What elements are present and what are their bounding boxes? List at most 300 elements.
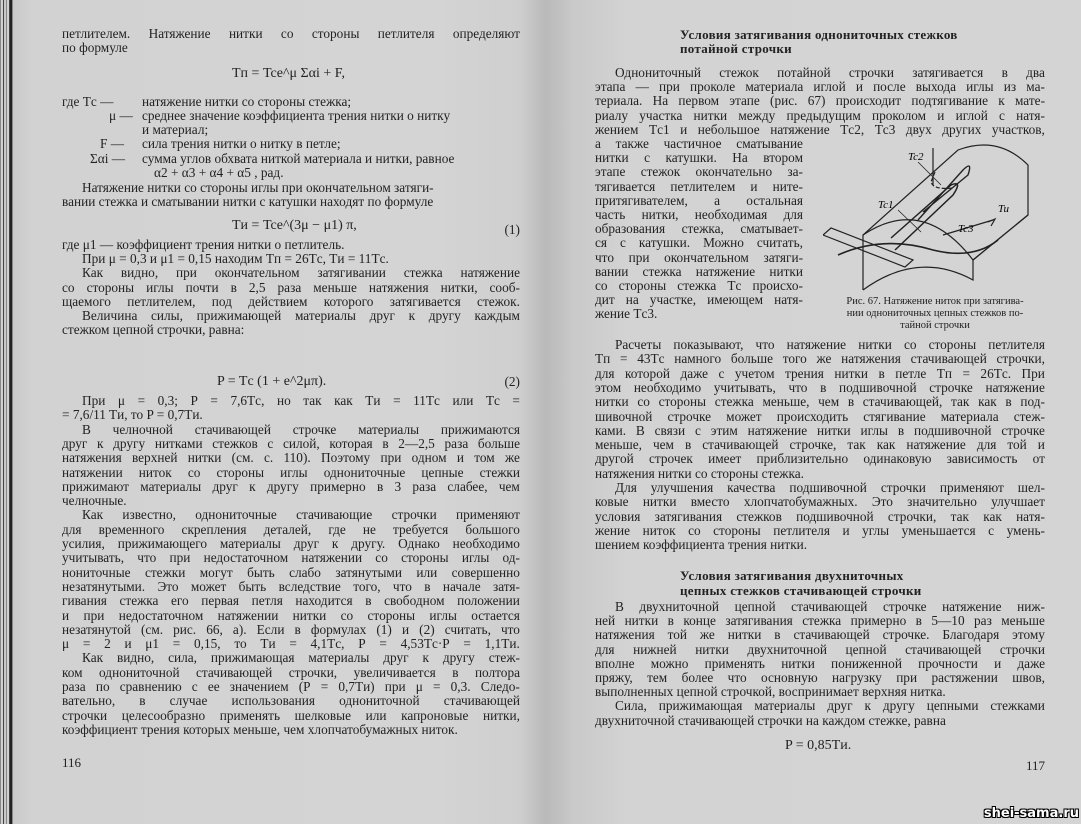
text-line	[595, 94, 1045, 108]
word: одинаковую	[863, 451, 932, 467]
word: со	[62, 279, 75, 295]
word: подшивочной	[796, 508, 874, 524]
word: 66,	[206, 621, 223, 637]
word: (см.	[140, 621, 164, 637]
word: =	[320, 679, 329, 694]
word: щаемого	[62, 293, 111, 309]
text-line	[62, 566, 520, 580]
word: сила,	[168, 650, 197, 666]
word: Tс2,	[840, 121, 865, 137]
equation-number: (2)	[504, 374, 520, 389]
word: временного	[98, 521, 165, 537]
word: что	[595, 249, 614, 265]
word: небольшое	[697, 121, 760, 137]
text-line: выполненных цепной строчкой, воспринимает верхняя нитка.	[595, 684, 946, 700]
text-line	[595, 236, 803, 250]
word: подшивочной	[913, 422, 992, 438]
word: что	[500, 621, 520, 637]
text-line	[82, 423, 520, 437]
text-line	[595, 671, 1045, 685]
text-line	[595, 510, 1045, 524]
word: нитки	[834, 365, 868, 381]
word: быть	[247, 564, 275, 580]
word: свободном	[384, 593, 445, 609]
word: этому	[1012, 627, 1045, 643]
word: строчке,	[789, 437, 837, 453]
word: однониточной	[339, 693, 420, 709]
word: использования	[231, 693, 315, 709]
word: натя-	[1016, 107, 1045, 123]
where-text: сила трения нитки о нитку в петле;	[142, 136, 341, 151]
word: для	[62, 521, 82, 537]
word: В	[82, 421, 91, 437]
word: При	[82, 393, 106, 408]
word: деталей,	[263, 521, 312, 537]
word: можно	[650, 655, 689, 671]
word: недостаточном	[203, 550, 289, 566]
word: со	[688, 522, 701, 538]
text-line	[62, 480, 520, 494]
label-tc1: Tc1	[878, 199, 894, 211]
word: каждым	[474, 308, 520, 323]
word: чем	[652, 437, 674, 453]
text-line	[62, 523, 520, 537]
word: =	[433, 679, 441, 694]
word: растяжении	[931, 670, 998, 685]
word: натяжение	[460, 265, 520, 281]
word: формулах	[310, 621, 367, 637]
word: улучшает	[991, 494, 1045, 510]
word: в	[684, 437, 692, 453]
word: выхода	[915, 79, 957, 95]
word: которой	[625, 365, 670, 381]
text-line	[595, 381, 1045, 395]
word: одном	[411, 450, 447, 466]
word: =	[393, 393, 401, 408]
material-block	[863, 145, 1028, 290]
word: раза	[62, 679, 86, 694]
word: вместо	[690, 494, 730, 510]
word: вании	[595, 263, 629, 279]
word: (P	[298, 679, 311, 694]
word: материалы	[754, 698, 816, 714]
word: со	[280, 26, 294, 41]
word: материала	[940, 408, 999, 424]
word: со	[637, 394, 650, 410]
word: потайной	[777, 65, 831, 80]
word: усилия,	[62, 536, 105, 551]
word: ниж-	[1017, 599, 1045, 614]
word: при	[169, 550, 191, 566]
word: силой,	[283, 435, 320, 451]
text-line	[62, 551, 520, 565]
word: сравнению	[119, 679, 182, 694]
word: Можно	[703, 235, 744, 251]
text-line: натяжения нитки со стороны стежка.	[595, 465, 804, 481]
word: увеличивается	[353, 664, 436, 680]
text-line	[82, 266, 520, 280]
word: также	[615, 136, 649, 151]
word: этапа	[595, 79, 626, 95]
word: более	[681, 670, 714, 685]
word: ней	[595, 613, 616, 629]
word: друг	[827, 698, 853, 714]
word: ма-	[1026, 79, 1045, 95]
word: цепными	[926, 698, 979, 714]
word: стороны	[618, 278, 667, 293]
word: прижимающего	[117, 536, 207, 551]
word: строчки,	[887, 508, 937, 524]
text-line: шением коэффициента трения нитки.	[595, 537, 808, 553]
word: так	[303, 393, 322, 408]
word: необходимо	[633, 379, 702, 395]
word: видно,	[120, 265, 159, 281]
word: двухниточной	[747, 641, 827, 657]
word: натяжения	[841, 351, 901, 367]
word: что	[788, 379, 808, 395]
word: проколе	[690, 79, 736, 95]
word: и	[750, 178, 758, 194]
word: прижимают	[62, 478, 129, 494]
word: петлителя	[377, 26, 435, 41]
word: стороны	[86, 279, 135, 295]
word: применяют	[939, 480, 1004, 495]
word: строчки	[848, 65, 894, 80]
word: с	[694, 422, 701, 438]
formula-tp: Tп = Tcе^μ Σαi + F,	[232, 66, 345, 81]
word: что	[392, 578, 412, 594]
text-line	[62, 537, 520, 551]
word: строчки	[391, 507, 437, 523]
word: Однако	[398, 536, 440, 551]
word: 4,1Tс,	[310, 636, 345, 652]
word: материала	[745, 79, 804, 95]
word: 1,1Tи.	[484, 636, 520, 652]
word: считать,	[444, 621, 491, 637]
word: швов,	[1012, 670, 1045, 685]
section-heading: цепных стежков стачивающей строчки	[680, 583, 922, 598]
word: скрепления	[181, 521, 247, 537]
word: для	[595, 365, 615, 381]
text-line	[62, 451, 520, 465]
word: для	[595, 641, 615, 657]
word: раза	[412, 478, 437, 494]
word: необходимо	[452, 536, 520, 551]
word: 67)	[807, 93, 826, 109]
word: друг	[369, 308, 395, 323]
formula-1: Tи = Tcе^(3μ − μ1) π,	[232, 218, 357, 233]
word: материалы	[140, 478, 202, 494]
word: строчке.	[882, 627, 930, 643]
word: Поэтому	[320, 450, 371, 466]
formula-2: P = Tс (1 + е^2μπ).	[217, 374, 327, 389]
word: с	[718, 365, 725, 381]
section-heading: потайной строчки	[680, 41, 792, 56]
word: нитки	[624, 613, 659, 629]
word: первом	[678, 93, 720, 109]
word: натяжение	[695, 263, 756, 279]
word: =	[210, 393, 218, 408]
word: затянутыми	[335, 564, 402, 580]
text-line	[595, 208, 803, 222]
word: в	[667, 613, 674, 629]
text-line: При μ = 0,3 и μ1 = 0,15 находим Tп = 26Tс, Tи = 11Tс.	[82, 251, 389, 267]
text-line	[595, 222, 803, 236]
word: прижимающая	[658, 698, 743, 714]
word: стеж-	[488, 650, 520, 666]
word: того	[782, 351, 807, 367]
word: в	[382, 435, 389, 451]
word: (2)	[419, 621, 435, 637]
word: под-	[1020, 394, 1045, 410]
word: Натяжение	[148, 26, 211, 41]
word: μ	[117, 393, 126, 408]
word: =	[512, 393, 520, 408]
word: может	[190, 578, 227, 594]
word: 26Tс.	[980, 365, 1012, 381]
text-line	[62, 680, 520, 694]
word: подшивочной	[789, 480, 867, 495]
word: при	[384, 679, 406, 694]
word: так	[847, 437, 866, 453]
word: (см.	[231, 450, 254, 466]
word: затя-	[492, 578, 520, 594]
word: основную	[761, 670, 818, 685]
word: двух	[905, 121, 932, 137]
word: 2,5	[248, 279, 266, 295]
word: приблизительно	[756, 451, 849, 467]
word: к	[408, 308, 416, 323]
word: петлителем	[670, 178, 736, 194]
word: или	[365, 707, 387, 723]
word: =	[619, 351, 628, 367]
word: улучшения	[650, 480, 714, 495]
word: же	[816, 351, 832, 367]
word: На	[652, 93, 669, 109]
text-line	[615, 600, 1045, 614]
where-text: α2 + α3 + α4 + α5 , рад.	[154, 165, 284, 180]
word: втором	[763, 150, 803, 166]
word: с	[644, 150, 651, 166]
word: со	[595, 278, 608, 293]
word: нитки	[858, 337, 892, 352]
word: строчке	[929, 379, 973, 395]
word: =	[962, 365, 970, 381]
word: показывают,	[673, 337, 744, 352]
word: в	[1001, 65, 1008, 80]
word: раз	[974, 613, 992, 629]
word: Если	[256, 621, 285, 637]
word: применять	[219, 707, 281, 723]
word: предыдущим	[786, 107, 861, 123]
where-sym: μ —	[109, 108, 133, 123]
text-line	[62, 437, 520, 451]
word: и	[842, 522, 850, 538]
where-sym: Σαi —	[90, 151, 126, 166]
word: зависимость	[946, 451, 1018, 467]
word: натяжение	[985, 379, 1045, 395]
word: остается	[471, 607, 520, 623]
word: требуется	[393, 521, 449, 537]
word: от	[1032, 451, 1045, 467]
text-line	[62, 609, 520, 623]
word: со	[375, 550, 388, 566]
text-line	[595, 151, 803, 165]
word: петле	[895, 365, 927, 381]
word: Tи	[260, 636, 276, 652]
text-line	[595, 495, 1045, 509]
word: происходит	[835, 93, 902, 109]
word: нитки	[727, 627, 762, 643]
word: с	[620, 235, 626, 251]
word: P	[190, 393, 198, 408]
word: чем	[498, 478, 520, 494]
word: хлопчатобумажных.	[743, 494, 858, 510]
word: ниток	[138, 464, 172, 480]
word: и	[680, 121, 688, 137]
word: Сила,	[615, 698, 647, 714]
word: жение	[595, 522, 631, 538]
text-line	[595, 251, 803, 265]
word: как	[334, 393, 353, 408]
word: при	[176, 265, 197, 281]
word: стачивающей	[196, 664, 273, 680]
word: а	[595, 136, 601, 151]
word: другой	[595, 451, 634, 467]
word: Как	[82, 265, 104, 281]
word: Расчеты	[615, 337, 662, 352]
label-tu: Tu	[998, 203, 1010, 215]
word: стежка	[119, 593, 159, 609]
word: 4,53Tс·P	[400, 636, 450, 652]
word: стежок.	[477, 293, 520, 309]
word: видно,	[116, 650, 155, 666]
word: натяжение	[906, 437, 966, 453]
text-line	[62, 623, 520, 637]
text-line: = 7,6/11 Tи, то P = 0,7Tи.	[62, 407, 203, 423]
word: примерно	[310, 478, 366, 494]
word: Tп	[595, 351, 611, 367]
word: стороны	[928, 337, 977, 352]
word: стежков	[212, 435, 258, 451]
word: ками.	[595, 422, 627, 438]
word: стороны	[216, 464, 265, 480]
text-line	[595, 395, 1045, 409]
word: цепные	[421, 464, 464, 480]
word: два	[1026, 65, 1045, 80]
word: вательно,	[62, 693, 116, 709]
word: со	[903, 337, 917, 352]
word: териала.	[595, 93, 643, 109]
word: —	[635, 79, 649, 95]
text-line	[595, 424, 1045, 438]
word: же	[699, 627, 715, 643]
word: стягивание	[863, 408, 926, 424]
word: 7,6Tс,	[230, 393, 265, 408]
word: строчки,	[288, 664, 338, 680]
word: при	[83, 607, 105, 623]
word: однониточной	[99, 664, 180, 680]
word: натяжение	[786, 337, 847, 352]
word: стежка	[714, 394, 754, 410]
word: Tс	[485, 393, 500, 408]
text-line	[595, 265, 803, 279]
word: стороны	[401, 550, 449, 566]
word: в	[1005, 394, 1012, 410]
word: не	[362, 521, 376, 537]
word: большого	[465, 521, 520, 537]
word: как	[876, 437, 896, 453]
word: подшивочной	[839, 379, 917, 395]
word: этапе	[729, 93, 760, 109]
word: то	[234, 636, 247, 652]
word: с	[988, 522, 995, 538]
word: участке,	[649, 292, 697, 308]
word: Следо-	[480, 679, 520, 694]
word: пряжу,	[595, 670, 633, 685]
word: друг	[212, 478, 238, 494]
word: нитки,	[440, 279, 478, 295]
word: углы	[862, 522, 890, 538]
word: петлителя	[773, 522, 830, 538]
word: происходить	[776, 408, 849, 424]
word: другу	[266, 478, 299, 494]
word: чем	[818, 394, 840, 410]
word: строчке	[882, 599, 927, 614]
word: натя-	[774, 292, 803, 308]
word: затягивается	[389, 293, 461, 309]
word: μ1	[145, 636, 160, 652]
word: учетом	[734, 365, 775, 381]
word: где	[328, 521, 346, 537]
word: рис.	[173, 621, 197, 637]
word: примерно	[850, 613, 907, 629]
word: что	[755, 337, 775, 352]
word: этапе	[595, 164, 626, 180]
word: ком	[62, 664, 83, 680]
word: нагрузку	[832, 670, 882, 685]
word: иглы	[146, 279, 174, 295]
word: друг	[383, 650, 409, 666]
word: нитки	[595, 150, 629, 166]
word: и	[401, 621, 410, 637]
word: (рис.	[770, 93, 798, 109]
word: остальная	[746, 192, 803, 208]
text-line	[595, 123, 1045, 137]
word: нижней	[633, 641, 677, 657]
text-line	[62, 637, 520, 651]
word: к	[331, 536, 339, 551]
word: стачивающей	[791, 599, 868, 614]
word: нитки	[695, 641, 729, 657]
caption-line: нии однониточных цепных стежков по-	[846, 308, 1024, 319]
section-heading: Условия затягивания двухниточных	[680, 568, 904, 583]
word: стежки	[479, 464, 520, 480]
text-line	[595, 109, 1045, 123]
word: верхней	[131, 450, 178, 466]
label-tc3: Tc3	[958, 223, 974, 235]
word: в	[452, 664, 459, 680]
word: после	[873, 79, 906, 95]
caption-line: тайной строчки	[900, 320, 970, 331]
word: с.	[264, 450, 274, 466]
word: петля	[251, 593, 283, 609]
word: окончательном	[664, 249, 749, 265]
word: натяжения	[368, 279, 429, 295]
text-line	[595, 279, 803, 293]
word: этом	[595, 379, 622, 395]
text-line: коэффициент трения которых меньше, чем хлопчатобумажных ниток.	[62, 721, 458, 737]
